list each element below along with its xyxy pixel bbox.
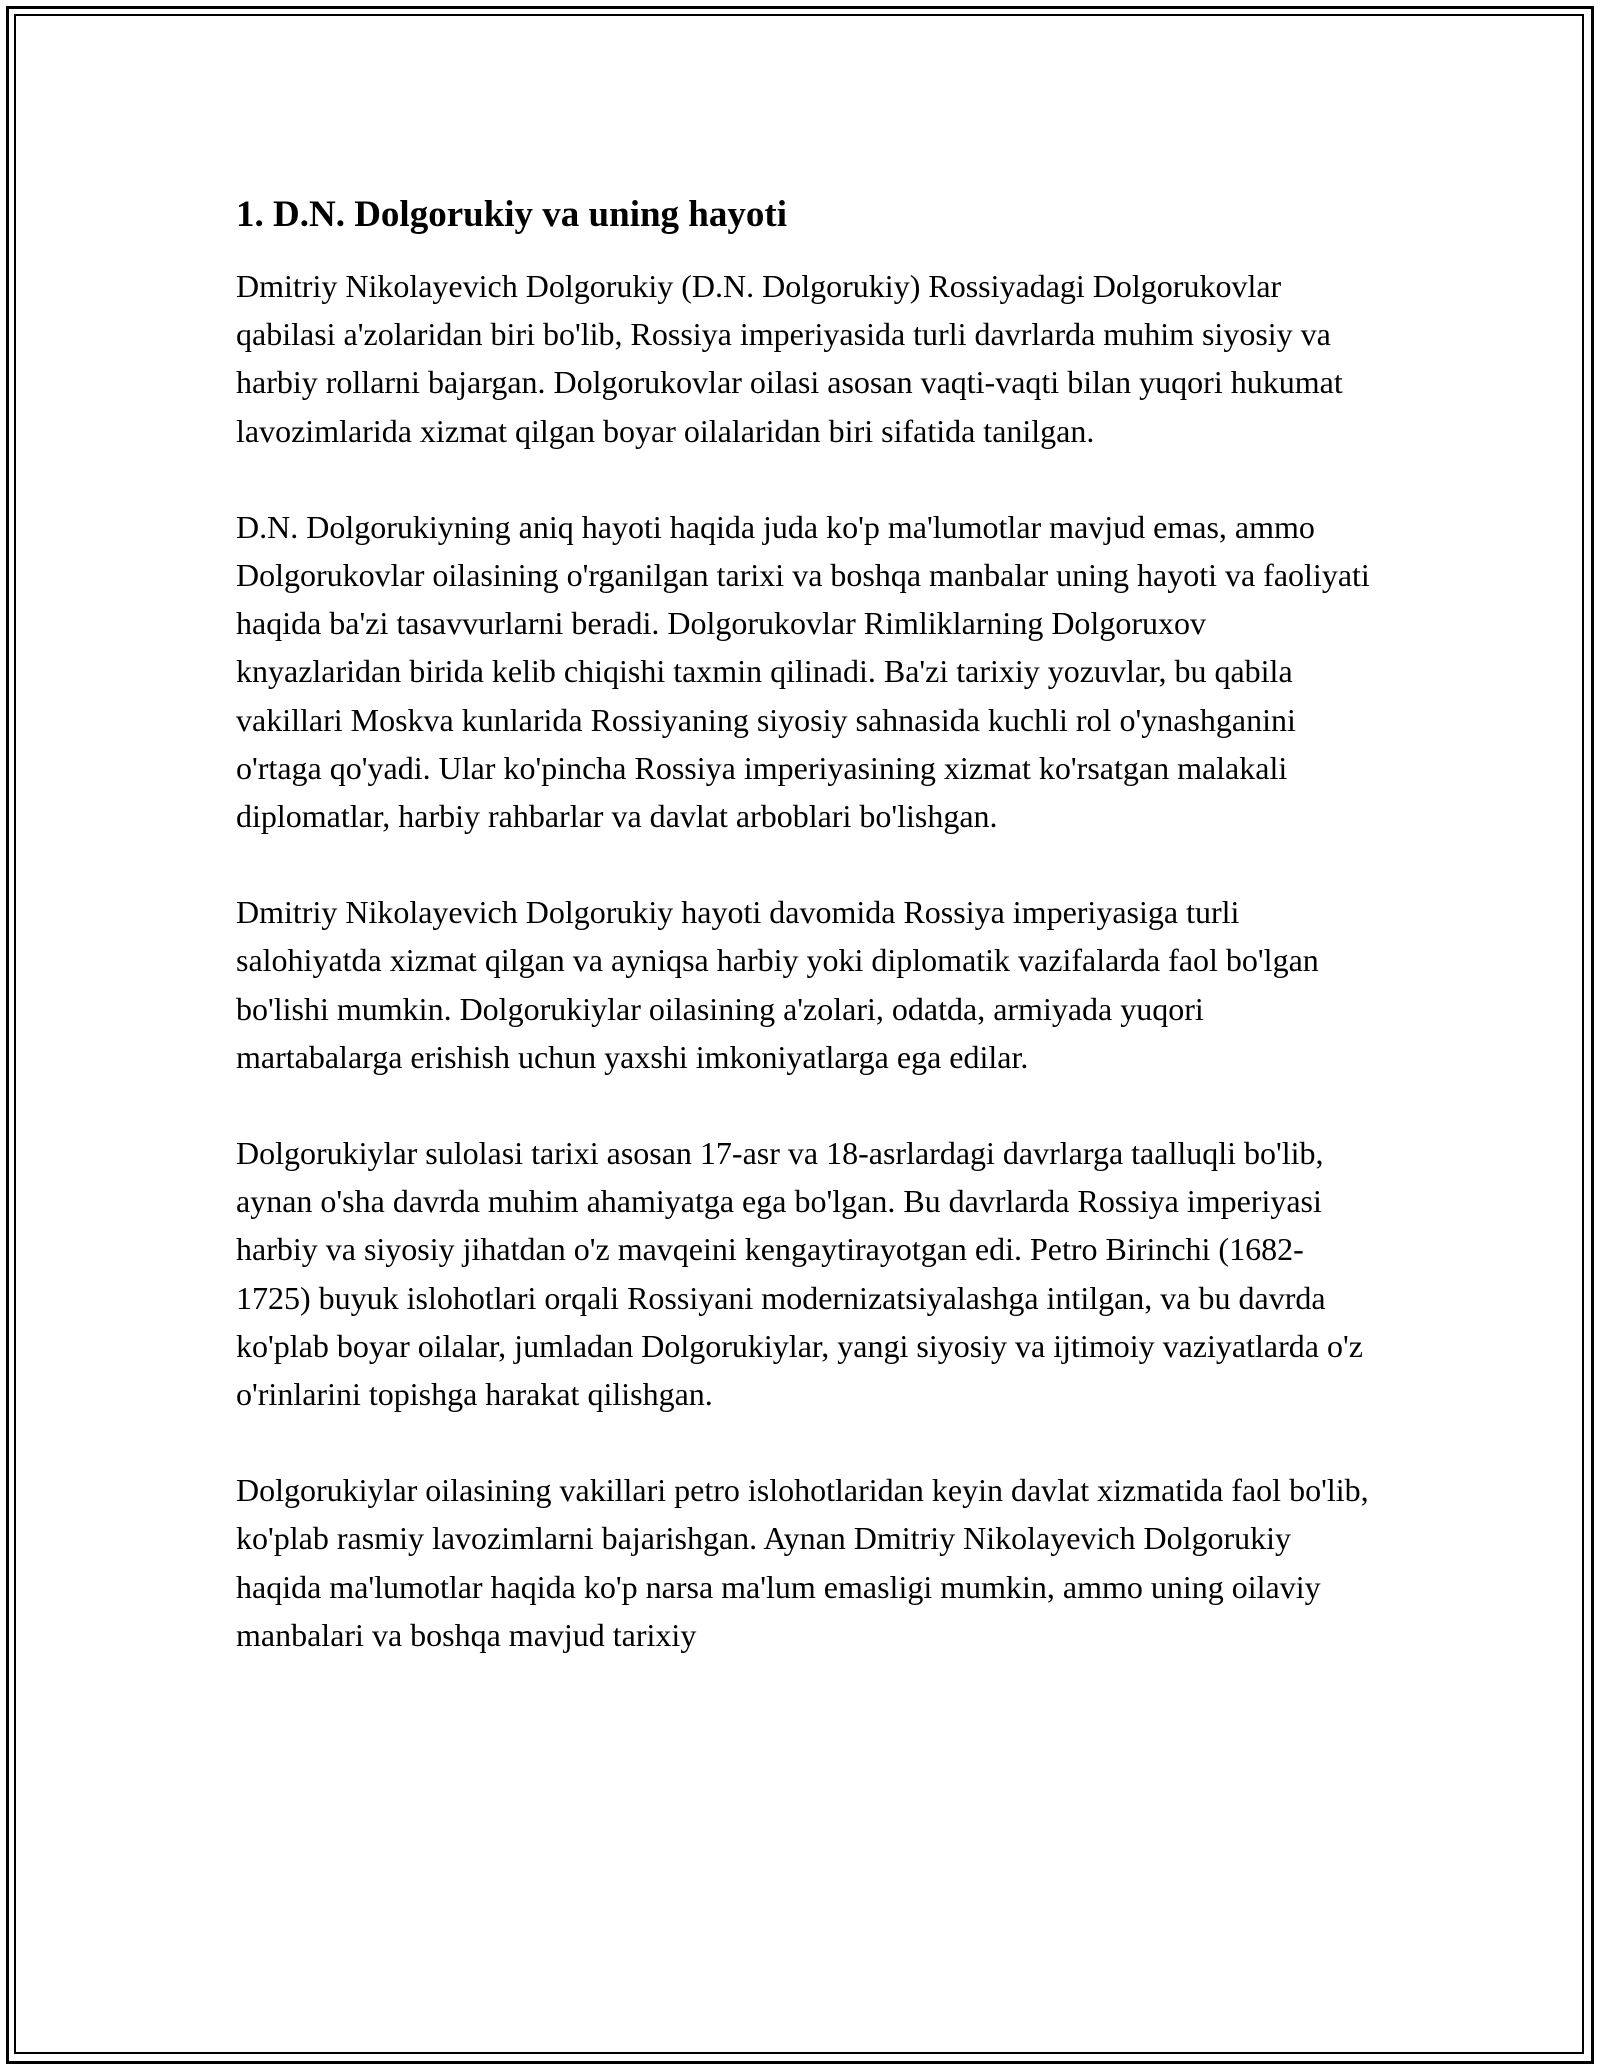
paragraph-3: Dmitriy Nikolayevich Dolgorukiy hayoti davomida Rossiya imperiyasiga turli salohiyatda xizmat qilgan va ayniqsa harbiy yoki diplomatik vazifalarda faol bo'lgan bo'lishi mumkin. Dolgorukiylar oilasining a'zolari, odatda, armiyada yuqori martabalarga erishish uchun yaxshi imkoniyatlarga ega edilar. [236, 894, 1319, 1075]
section-heading: 1. D.N. Dolgorukiy va uning hayoti [236, 194, 787, 235]
document-body [236, 186, 1376, 1707]
paragraph-5: Dolgorukiylar oilasining vakillari petro islohotlaridan keyin davlat xizmatida faol bo'lib, ko'plab rasmiy lavozimlarni bajarishgan. Aynan Dmitriy Nikolayevich Dolgorukiy haqida ma'lumotlar haqida ko'p narsa ma'lum emasligi mumkin, ammo uning oilaviy manbalari va boshqa mavjud tarixiy [236, 1472, 1369, 1653]
paragraph-4: Dolgorukiylar sulolasi tarixi asosan 17-asr va 18-asrlardagi davrlarga taalluqli bo'lib, aynan o'sha davrda muhim ahamiyatga ega bo'lgan. Bu davrlarda Rossiya imperiyasi harbiy va siyosiy jihatdan o'z mavqeini kengaytirayotgan edi. Petro Birinchi (1682-1725) buyuk islohotlari orqali Rossiyani modernizatsiyalashga intilgan, va bu davrda ko'plab boyar oilalar, jumladan Dolgorukiylar, yangi siyosiy va ijtimoiy vaziyatlarda o'z o'rinlarini topishga harakat qilishgan. [236, 1135, 1363, 1413]
paragraph-1: Dmitriy Nikolayevich Dolgorukiy (D.N. Dolgorukiy) Rossiyadagi Dolgorukovlar qabilasi a'zolaridan biri bo'lib, Rossiya imperiyasida turli davrlarda muhim siyosiy va harbiy rollarni bajargan. Dolgorukovlar oilasi asosan vaqti-vaqti bilan yuqori hukumat lavozimlarida xizmat qilgan boyar oilalaridan biri sifatida tanilgan. [236, 268, 1343, 449]
paragraph-2: D.N. Dolgorukiyning aniq hayoti haqida juda ko'p ma'lumotlar mavjud emas, ammo Dolgorukovlar oilasining o'rganilgan tarixi va boshqa manbalar uning hayoti va faoliyati haqida ba'zi tasavvurlarni beradi. Dolgorukovlar Rimliklarning Dolgoruxov knyazlaridan birida kelib chiqishi taxmin qilinadi. Ba'zi tarixiy yozuvlar, bu qabila vakillari Moskva kunlarida Rossiyaning siyosiy sahnasida kuchli rol o'ynashganini o'rtaga qo'yadi. Ular ko'pincha Rossiya imperiyasining xizmat ko'rsatgan malakali diplomatlar, harbiy rahbarlar va davlat arboblari bo'lishgan. [236, 508, 1370, 835]
